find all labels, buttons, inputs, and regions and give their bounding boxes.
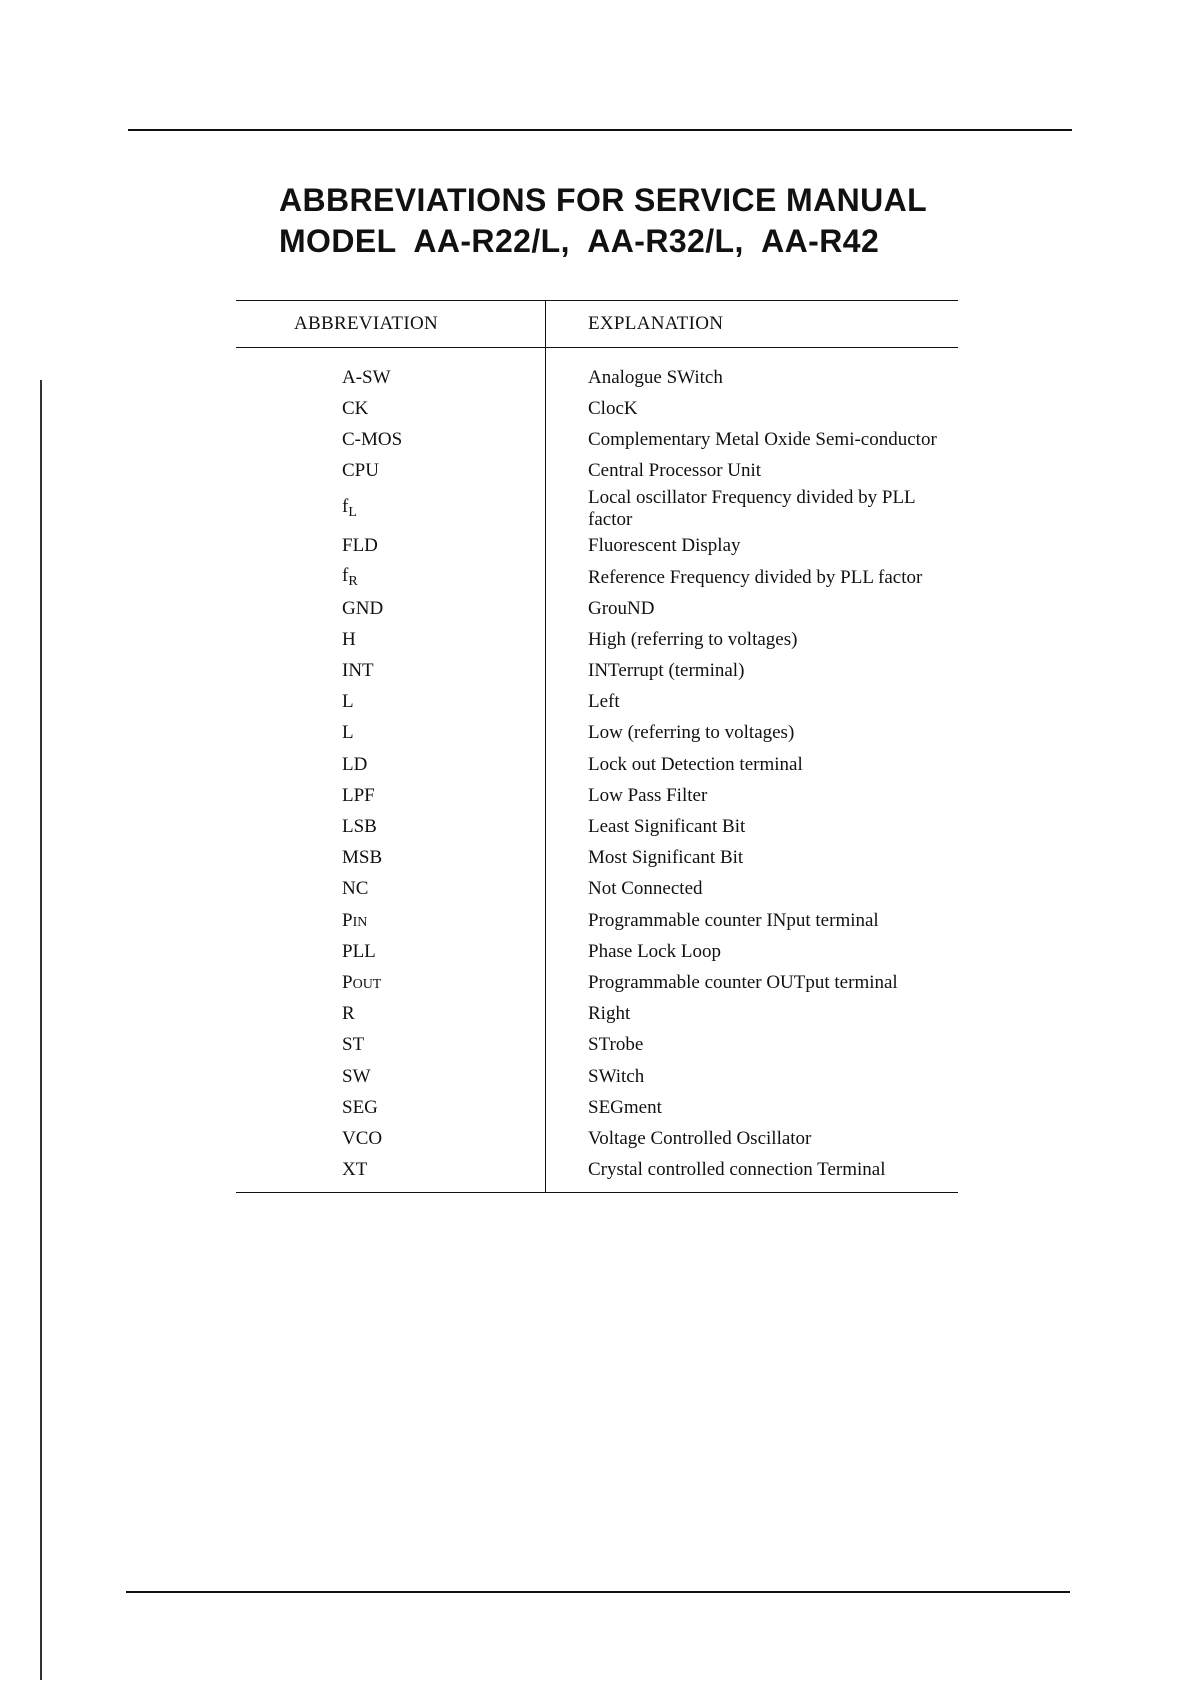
table-row xyxy=(236,811,958,842)
header-explanation: EXPLANATION xyxy=(546,301,959,348)
table-row xyxy=(236,487,958,531)
abbreviation-text: L xyxy=(342,691,354,713)
abbreviation-cell xyxy=(236,424,546,455)
abbreviation-text: H xyxy=(342,628,356,650)
explanation-cell: Voltage Controlled Oscillator xyxy=(588,1127,812,1149)
header-abbreviation: ABBREVIATION xyxy=(236,301,546,348)
abbreviation-text: P xyxy=(342,909,353,931)
table-body xyxy=(236,348,958,1193)
explanation-cell: STrobe xyxy=(588,1034,644,1056)
abbreviation-text: PLL xyxy=(342,940,376,962)
abbreviation-cell xyxy=(236,1092,546,1123)
abbreviation-cell xyxy=(236,456,546,487)
abbreviation-cell xyxy=(236,999,546,1030)
explanation-cell: Phase Lock Loop xyxy=(588,940,721,962)
table-row xyxy=(236,593,958,624)
explanation-cell: Left xyxy=(588,691,620,713)
explanation-cell: Lock out Detection terminal xyxy=(588,753,803,775)
title-line-1: ABBREVIATIONS FOR SERVICE MANUAL xyxy=(279,182,928,218)
explanation-cell: Low Pass Filter xyxy=(588,784,708,806)
abbreviation-text: VCO xyxy=(342,1127,383,1149)
abbreviation-text: C-MOS xyxy=(342,428,403,450)
abbreviation-cell xyxy=(236,1061,546,1092)
abbreviation-text: INT xyxy=(342,660,374,682)
explanation-cell: Programmable counter INput terminal xyxy=(588,909,879,931)
table-row xyxy=(236,624,958,655)
bottom-rule xyxy=(126,1591,1070,1593)
abbreviation-cell xyxy=(236,1155,546,1193)
abbreviation-cell xyxy=(236,393,546,424)
abbreviation-text: L xyxy=(342,722,354,744)
table-row xyxy=(236,1123,958,1154)
abbreviation-cell xyxy=(236,531,546,562)
explanation-cell: SEGment xyxy=(588,1096,662,1118)
abbreviation-text: A-SW xyxy=(342,366,391,388)
binding-edge-line xyxy=(40,380,42,1680)
abbreviation-text: LSB xyxy=(342,816,377,838)
explanation-cell: Fluorescent Display xyxy=(588,535,741,557)
table-row xyxy=(236,999,958,1030)
abbreviation-text: LD xyxy=(342,753,368,775)
abbreviation-cell xyxy=(236,562,546,593)
explanation-cell: Least Significant Bit xyxy=(588,816,746,838)
abbreviation-text: FLD xyxy=(342,535,378,557)
table-row xyxy=(236,562,958,593)
abbreviation-text: f xyxy=(342,565,349,587)
explanation-cell: Reference Frequency divided by PLL factor xyxy=(588,566,923,588)
abbreviation-cell xyxy=(236,936,546,967)
table-row xyxy=(236,749,958,780)
explanation-cell: Programmable counter OUTput terminal xyxy=(588,971,898,993)
table-row xyxy=(236,348,958,394)
abbreviation-text: CPU xyxy=(342,460,379,482)
table-row xyxy=(236,1092,958,1123)
abbreviation-cell xyxy=(236,718,546,749)
table-row xyxy=(236,967,958,998)
abbreviation-text: MSB xyxy=(342,847,383,869)
table-row xyxy=(236,874,958,905)
abbreviation-cell xyxy=(236,905,546,936)
explanation-cell: SWitch xyxy=(588,1065,645,1087)
abbreviation-cell xyxy=(236,624,546,655)
explanation-cell: Analogue SWitch xyxy=(588,366,723,388)
abbreviation-text: CK xyxy=(342,397,369,419)
top-rule xyxy=(128,129,1072,131)
table-row xyxy=(236,656,958,687)
abbreviation-text: SEG xyxy=(342,1096,378,1118)
abbreviation-cell xyxy=(236,348,546,394)
table-row xyxy=(236,424,958,455)
explanation-cell: GrouND xyxy=(588,597,655,619)
table-row xyxy=(236,1155,958,1193)
abbreviation-text: SW xyxy=(342,1065,371,1087)
explanation-cell: Local oscillator Frequency divided by PLL factor xyxy=(588,486,915,530)
abbreviation-cell xyxy=(236,843,546,874)
abbreviation-cell xyxy=(236,780,546,811)
abbreviation-text: GND xyxy=(342,597,384,619)
abbreviation-cell xyxy=(236,1123,546,1154)
abbreviation-text: R xyxy=(342,1003,355,1025)
explanation-cell: Crystal controlled connection Terminal xyxy=(588,1159,886,1181)
table-row xyxy=(236,780,958,811)
table-row xyxy=(236,718,958,749)
table-row xyxy=(236,1061,958,1092)
abbreviation-cell xyxy=(236,749,546,780)
explanation-cell: Central Processor Unit xyxy=(588,460,762,482)
abbreviation-text: LPF xyxy=(342,784,375,806)
abbreviation-cell xyxy=(236,967,546,998)
explanation-cell: Not Connected xyxy=(588,878,703,900)
abbreviation-cell xyxy=(236,811,546,842)
table-row xyxy=(236,456,958,487)
abbreviation-cell xyxy=(236,1030,546,1061)
page-title xyxy=(279,180,927,262)
explanation-cell: INTerrupt (terminal) xyxy=(588,660,745,682)
table-row xyxy=(236,393,958,424)
abbreviation-cell xyxy=(236,593,546,624)
abbreviation-small-caps: OUT xyxy=(352,976,382,992)
table-row xyxy=(236,687,958,718)
explanation-cell: Right xyxy=(588,1003,631,1025)
abbreviations-table xyxy=(236,300,958,1193)
explanation-cell: Most Significant Bit xyxy=(588,847,744,869)
table-row xyxy=(236,1030,958,1061)
abbreviation-subscript: L xyxy=(348,505,357,521)
explanation-cell: High (referring to voltages) xyxy=(588,628,798,650)
abbreviation-subscript: R xyxy=(348,574,358,590)
abbreviation-small-caps: IN xyxy=(352,914,368,930)
abbreviation-text: ST xyxy=(342,1034,365,1056)
abbreviation-text: NC xyxy=(342,878,369,900)
abbreviation-cell xyxy=(236,687,546,718)
explanation-cell: Low (referring to voltages) xyxy=(588,722,795,744)
abbreviation-text: XT xyxy=(342,1159,368,1181)
table-row xyxy=(236,531,958,562)
abbreviation-cell xyxy=(236,874,546,905)
table-row xyxy=(236,936,958,967)
abbreviation-cell xyxy=(236,487,546,531)
table-row xyxy=(236,843,958,874)
explanation-cell: ClocK xyxy=(588,397,638,419)
abbreviation-text: f xyxy=(342,496,349,518)
explanation-cell: Complementary Metal Oxide Semi-conductor xyxy=(588,428,937,450)
title-line-2: MODEL AA-R22/L, AA-R32/L, AA-R42 xyxy=(279,223,880,259)
abbreviation-cell xyxy=(236,656,546,687)
table-row xyxy=(236,905,958,936)
abbreviation-text: P xyxy=(342,971,353,993)
table-header-row xyxy=(236,301,958,348)
